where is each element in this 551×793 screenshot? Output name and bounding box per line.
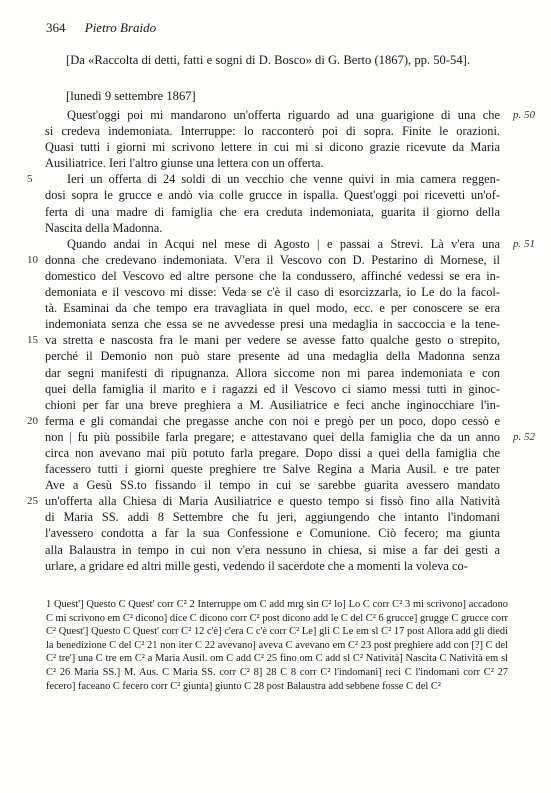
text-line [45, 236, 535, 252]
margin-page-ref: p. 51 [513, 237, 535, 250]
text-line [45, 155, 500, 171]
line-text: ferta di una madre di famiglia che era creduta indemoniata, guarita il giorno della [45, 204, 500, 219]
text-line [45, 139, 500, 155]
text-line [45, 220, 500, 236]
line-text: donna che credevano indemoniata. V'era il Vescovo con D. Pestarino di Mornese, il [45, 252, 500, 267]
line-text: dar segni manifesti di ripugnanza. Allora siccome non mi parea indemoniata e con [45, 365, 500, 380]
margin-page-ref: p. 52 [513, 430, 535, 443]
line-text: Ieri un offerta di 24 soldi di un vecchio che venne quivi in mia camera reggen- [67, 172, 500, 187]
text-line [45, 365, 500, 381]
line-text: quei della famiglia il marito e i ragazzi ed il Vescovo ci siamo messi tutti in ginoc- [45, 381, 500, 396]
text-line [27, 332, 500, 348]
text-line [45, 542, 500, 558]
date-line: [lunedì 9 settembre 1867] [66, 89, 196, 103]
line-text: perché il Demonio non può stare presente ad una medaglia della Madonna senza [45, 349, 500, 364]
line-text: Ave a Gesù SS.to fissando il tempo in cui se sarebbe guarita avessero mandato [45, 478, 500, 493]
text-line [27, 252, 500, 268]
line-text: domestico del Vescovo ed altre persone che la condussero, affinché vedessi se era in- [45, 268, 500, 283]
line-text: si credeva indemoniata. Interruppe: lo racconterò poi di sopra. Finite le orazioni. [45, 124, 500, 139]
text-line [45, 381, 500, 397]
main-text [27, 107, 535, 574]
margin-page-ref: p. 50 [513, 109, 535, 121]
line-text: indemoniata senza che essa se ne avvedesse presi una medaglia in saccoccia e la tene- [45, 317, 500, 332]
text-line [45, 525, 500, 541]
text-line [45, 397, 500, 413]
text-line [45, 123, 500, 139]
text-line [45, 429, 535, 445]
line-text: facessero tutti i giorni queste preghiere tre Salve Regina a Maria Ausil. e tre pater [45, 462, 500, 477]
line-text: Nascita della Madonna. [45, 220, 163, 235]
line-text: un'offerta alla Chiesa di Maria Ausiliatrice e questo tempo si fissò fino alla Natività [45, 494, 500, 509]
source-note: [Da «Raccolta di detti, fatti e sogni di D. Bosco» di G. Berto (1867), pp. 50-54]. [66, 53, 470, 67]
text-line [45, 300, 500, 316]
text-line [45, 558, 500, 574]
text-line [45, 284, 500, 300]
text-line [45, 204, 500, 220]
line-text: l'avessero condotta a far la sua Confessione e Comunione. Ciò fecero; ma giunta [45, 526, 500, 541]
line-text: Quest'oggi poi mi mandarono un'offerta riguardo ad una guarigione di una che [67, 108, 500, 122]
text-line [45, 477, 500, 493]
running-author: Pietro Braido [84, 20, 157, 35]
line-number: 20 [27, 414, 38, 427]
line-text: alla Balaustra in tempo in cui non v'era nessuno in chiesa, si mise a far dei gesti a [45, 542, 500, 557]
line-number: 15 [27, 334, 38, 347]
line-text: urlare, a gridare ed altri mille gesti, vedendo il sacerdote che a momenti la voleva co- [45, 558, 468, 573]
text-line [45, 445, 500, 461]
line-text: di Maria SS. addì 8 Settembre che fu jeri, aggiungendo che intanto l'indomani [45, 510, 500, 525]
line-text: dosi sopra le grucce e andò via colle grucce in ispalla. Quest'oggi poi ricevetti un'of- [45, 188, 500, 203]
line-text: tà. Esaminai da che tempo era travagliata in quel modo, ecc. e per conoscere se era [45, 301, 500, 316]
line-text: Ausiliatrice. Ieri l'altro giunse una lettera con un offerta. [45, 156, 324, 171]
line-text: non | fu più possibile farla pregare; e attestavano quei della famiglia che da un anno [45, 429, 500, 444]
line-text: chioni per far una breve preghiera a M. Ausiliatrice e feci anche inginocchiare l'in- [45, 397, 500, 412]
text-line [45, 187, 500, 203]
text-line [27, 493, 500, 509]
page-number: 364 [46, 20, 66, 35]
text-line [45, 316, 500, 332]
line-number: 25 [27, 495, 38, 508]
line-text: Quando andai in Acqui nel mese di Agosto | e passai a Strevi. Là v'era una [67, 236, 500, 251]
text-line [45, 509, 500, 525]
text-line [27, 413, 500, 429]
line-number: 10 [27, 253, 38, 266]
apparatus-entry: 1 Quest'] Questo C Quest' corr C² 2 Interruppe om C add mrg sin C² lo] Lo C corr C² 3 mi scrivono] accadono C mi scrivono em C² dicono] dice C dicono corr C² post dicono add le C del C² 6 grucce] grugge C grucce corr C² Quest'] Questo C Quest' corr C² 12 c'è] c'era C c'è corr C² Le] gli C Le em sl C² 17 post Allora add gli diedi la benedizione C del C² 21 non iter C 22 avevano] aveva C avevano em C² 23 post preghiere add con [?] C del C² tre'] una C tre em C² a Maria Ausil. om C add C² 25 fino om C add sl C² Natività] Nascita C Natività em sl C² 26 Maria SS.] M. Aus. C Maria SS. corr C² 8] 28 C 8 corr C² l'indomani] reci C l'indomani corr C² 27 fecero] faceano C fecero corr C² giunta] giunto C 28 post Balaustra add sebbene fosse C del C² [46, 599, 508, 692]
line-text: va stretta e nascosta fra le mani per vedere se avesse fatto qualche gesto o strepito, [45, 333, 500, 348]
text-line [45, 461, 500, 477]
text-line [45, 348, 500, 364]
line-text: ferma e gli comandai che pregasse anche con noi e pregò per un poco, dopo cessò e [45, 413, 500, 428]
text-line [27, 171, 500, 187]
text-line [45, 107, 535, 123]
line-number: 5 [27, 173, 33, 186]
text-line [45, 268, 500, 284]
line-text: Quasi tutti i giorni mi scrivono lettere in cui mi si dicono grazie ricevute da Maria [45, 140, 500, 155]
critical-apparatus [46, 598, 508, 693]
running-header [46, 20, 156, 36]
line-text: demoniata e il vescovo mi disse: Veda se c'è il caso di esorcizzarla, io Le do la facol- [45, 285, 500, 300]
line-text: circa non avevano mai più potuto farla pregare. Dopo dissi a quei della famiglia che [45, 445, 500, 460]
